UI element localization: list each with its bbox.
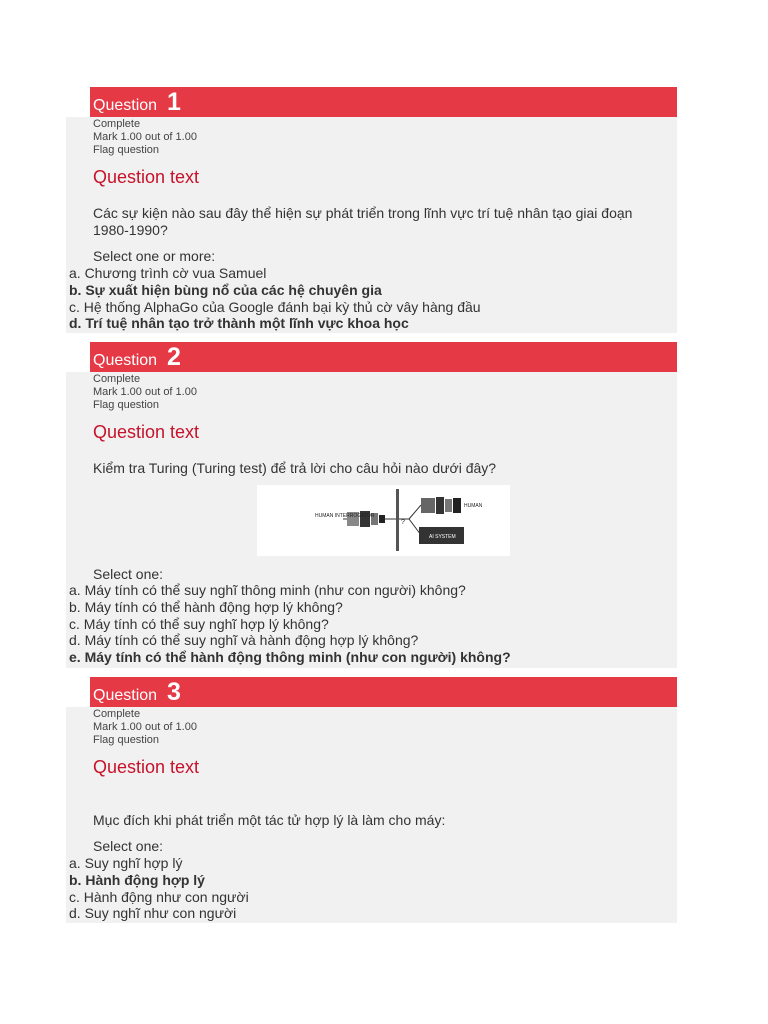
answer-option-c[interactable]: c. Hành động như con người [69, 888, 249, 905]
question-number: 3 [167, 678, 181, 706]
question-info [93, 373, 197, 412]
question-3 [66, 677, 677, 923]
flag-question-link[interactable]: Flag question [93, 734, 160, 746]
question-label: Question [93, 352, 158, 369]
answer-list [69, 265, 481, 332]
query-mark: ? [401, 519, 405, 526]
question-text: Kiểm tra Turing (Turing test) để trả lời cho câu hỏi nào dưới đây? [93, 460, 497, 476]
question-text-heading: Question text [93, 757, 200, 777]
answer-option-e[interactable]: e. Máy tính có thể hành động thông minh (như con người) không? [69, 649, 511, 666]
wall-divider [396, 489, 399, 551]
interrogator-label: HUMAN INTERROGATOR [315, 513, 375, 519]
turing-test-figure [257, 485, 510, 556]
question-header [90, 87, 677, 117]
question-2 [66, 342, 677, 668]
human-terminal-icon [421, 497, 461, 514]
flag-question-link[interactable]: Flag question [93, 399, 160, 411]
question-number: 2 [167, 343, 181, 371]
question-text: Mục đích khi phát triển một tác tử hợp lý là làm cho máy: [93, 812, 446, 828]
answer-option-d[interactable]: d. Trí tuệ nhân tạo trở thành một lĩnh vực khoa học [69, 315, 409, 332]
turing-test-diagram [257, 485, 510, 556]
answer-prompt: Select one or more: [93, 248, 216, 264]
ai-system-label: AI SYSTEM [429, 534, 456, 540]
human-label: HUMAN [464, 503, 483, 509]
answer-list [69, 582, 511, 666]
answer-option-b[interactable]: b. Sự xuất hiện bùng nổ của các hệ chuyên gia [69, 281, 382, 298]
answer-option-b[interactable]: b. Máy tính có thể hành động hợp lý không? [69, 598, 343, 615]
answer-option-d[interactable]: d. Máy tính có thể suy nghĩ và hành động hợp lý không? [69, 632, 419, 649]
answer-option-a[interactable]: a. Chương trình cờ vua Samuel [69, 265, 267, 281]
answer-option-d[interactable]: d. Suy nghĩ như con người [69, 905, 237, 922]
answer-option-c[interactable]: c. Máy tính có thể suy nghĩ hợp lý không? [69, 615, 329, 632]
question-header [90, 342, 677, 372]
answer-option-c[interactable]: c. Hệ thống AlphaGo của Google đánh bại kỳ thủ cờ vây hàng đầu [69, 298, 481, 315]
question-header [90, 677, 677, 707]
mark-text: Mark 1.00 out of 1.00 [93, 721, 197, 733]
answer-option-b[interactable]: b. Hành động hợp lý [69, 871, 205, 888]
answer-prompt: Select one: [93, 566, 164, 582]
answer-list [69, 855, 249, 922]
question-info [93, 118, 197, 157]
flag-question-link[interactable]: Flag question [93, 144, 160, 156]
question-1 [66, 87, 677, 333]
question-text-heading: Question text [93, 422, 200, 442]
question-label: Question [93, 687, 158, 704]
answer-prompt: Select one: [93, 838, 164, 854]
question-text: Các sự kiện nào sau đây thể hiện sự phát triển trong lĩnh vực trí tuệ nhân tạo giai đoạn 1980-1990? [93, 205, 633, 238]
status-text: Complete [93, 373, 141, 385]
question-text-heading: Question text [93, 167, 200, 187]
question-label: Question [93, 97, 158, 114]
status-text: Complete [93, 118, 141, 130]
mark-text: Mark 1.00 out of 1.00 [93, 131, 197, 143]
question-info [93, 708, 197, 747]
mark-text: Mark 1.00 out of 1.00 [93, 386, 197, 398]
answer-option-a[interactable]: a. Suy nghĩ hợp lý [69, 855, 183, 871]
status-text: Complete [93, 708, 141, 720]
answer-option-a[interactable]: a. Máy tính có thể suy nghĩ thông minh (như con người) không? [69, 582, 466, 598]
question-number: 1 [167, 88, 181, 116]
